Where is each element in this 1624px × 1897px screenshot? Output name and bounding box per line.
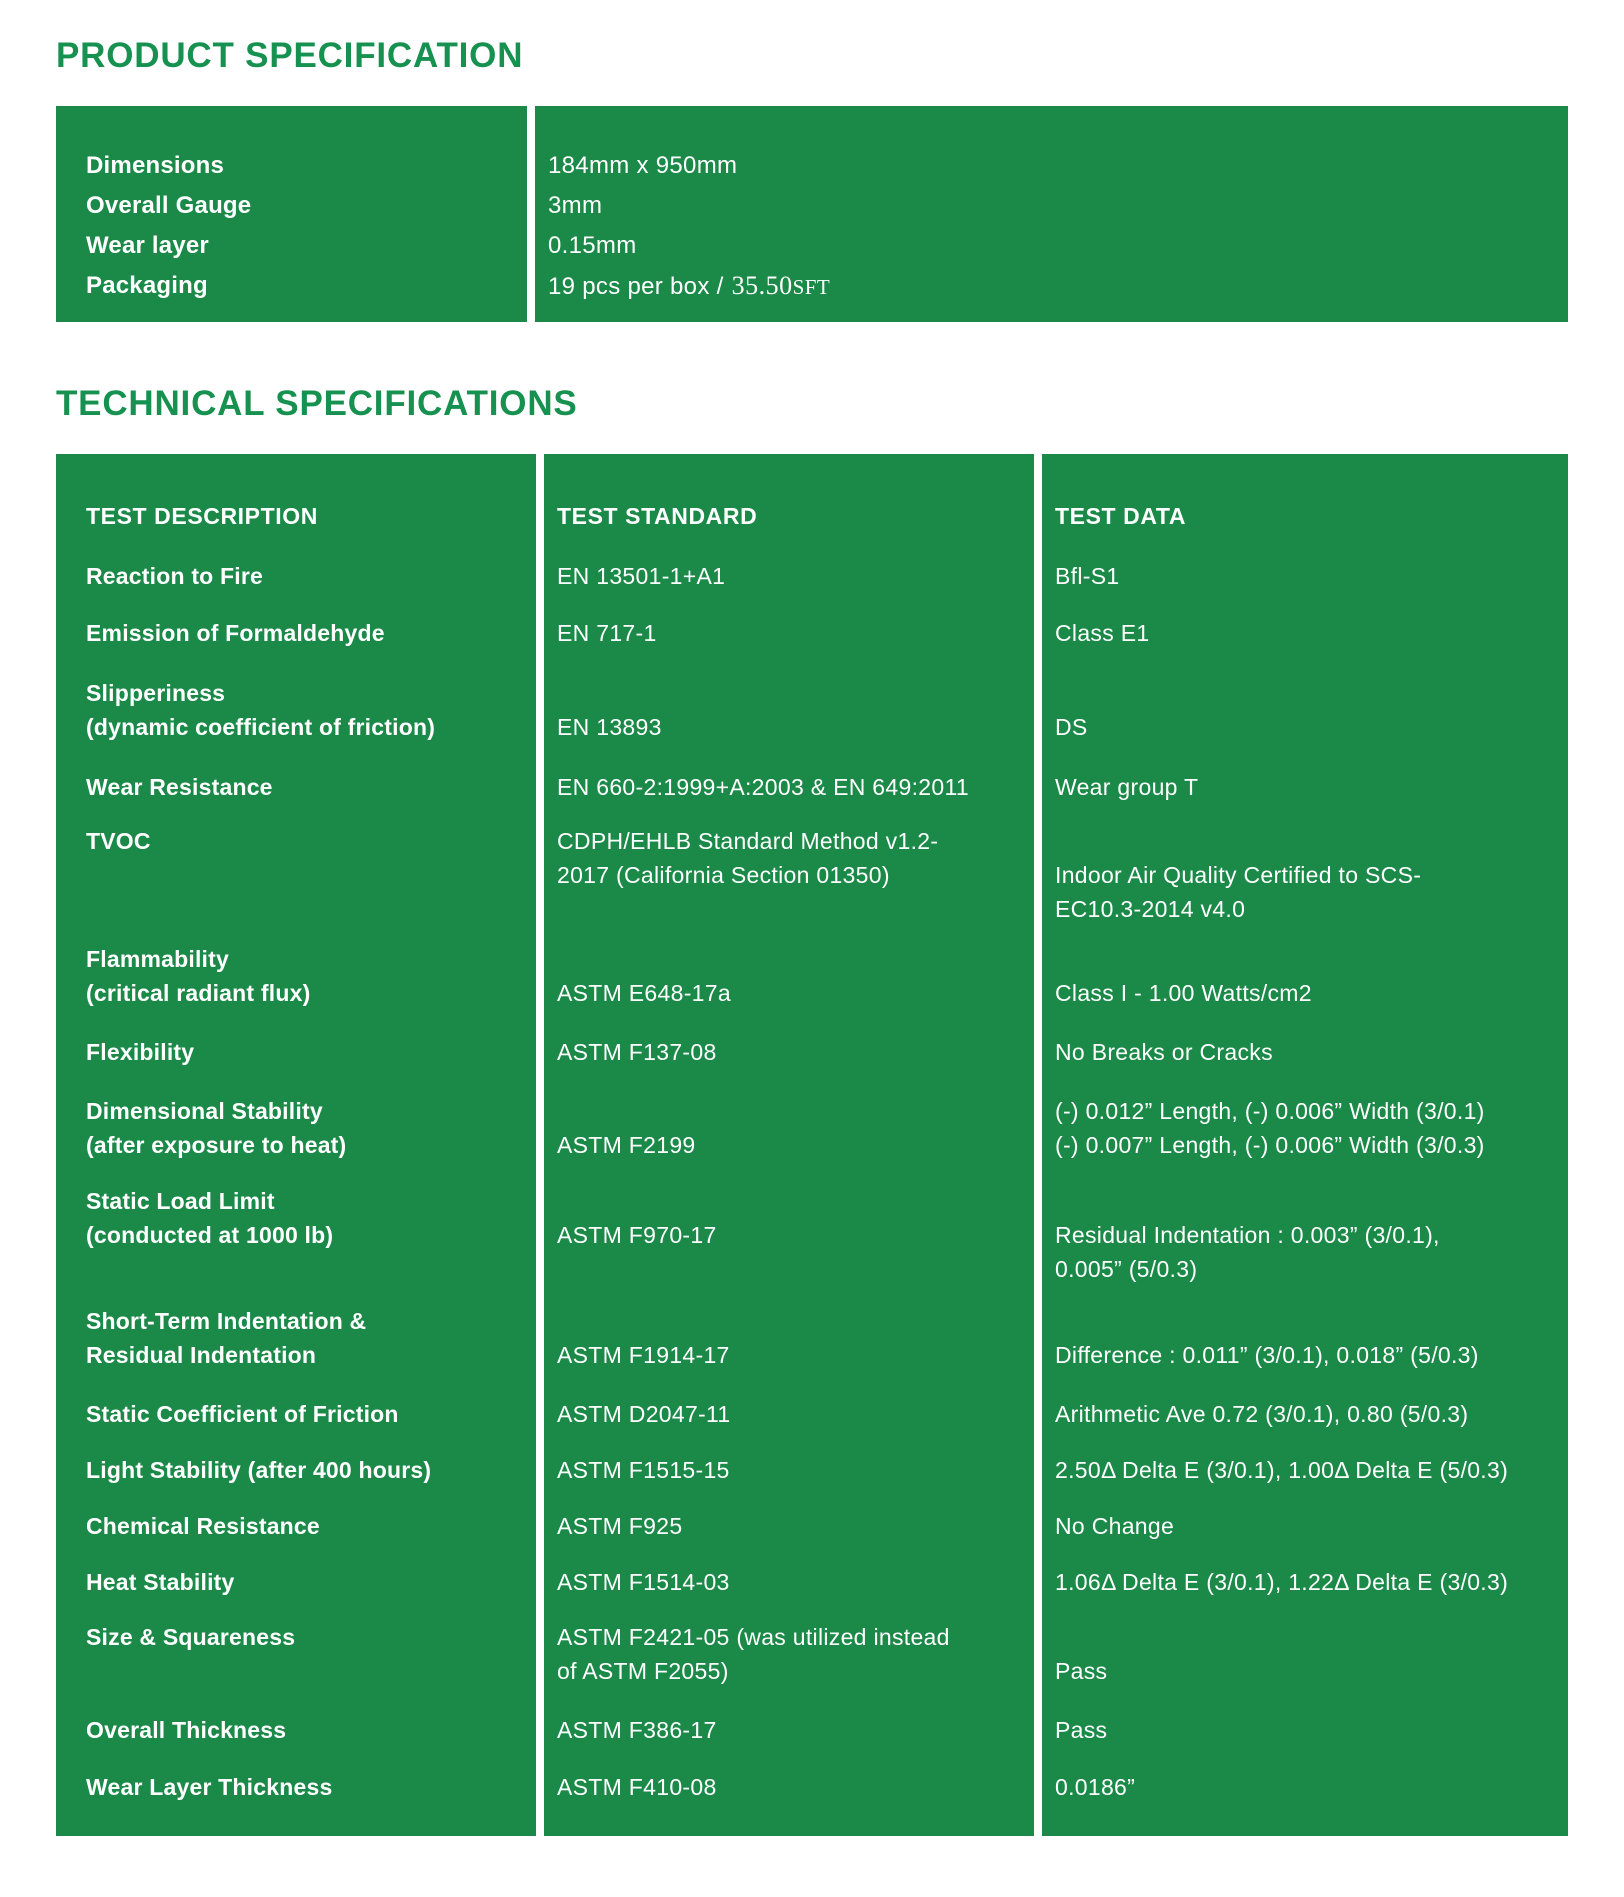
test-standard: EN 660-2:1999+A:2003 & EN 649:2011 [544, 758, 1034, 816]
test-standard: CDPH/EHLB Standard Method v1.2- 2017 (California Section 01350) [544, 816, 1034, 928]
spec-value: 184mm x 950mm [535, 146, 1568, 186]
test-description: Flammability (critical radiant flux) [56, 928, 536, 1024]
table-row [56, 1554, 1568, 1610]
test-description: Light Stability (after 400 hours) [56, 1442, 536, 1498]
table-row [56, 1024, 1568, 1080]
test-description: Slipperiness (dynamic coefficient of friction) [56, 662, 536, 758]
test-data: Residual Indentation : 0.003” (3/0.1), 0.005” (5/0.3) [1042, 1176, 1568, 1290]
test-data: 1.06Δ Delta E (3/0.1), 1.22Δ Delta E (3/0.3) [1042, 1554, 1568, 1610]
table-row [56, 758, 1568, 816]
test-data: Wear group T [1042, 758, 1568, 816]
table-row [56, 928, 1568, 1024]
test-standard: ASTM F137-08 [544, 1024, 1034, 1080]
spec-label: Overall Gauge [56, 186, 527, 226]
col-header-description: TEST DESCRIPTION [56, 484, 536, 548]
spec-label: Wear layer [56, 226, 527, 266]
test-description: TVOC [56, 816, 536, 928]
test-standard: ASTM F970-17 [544, 1176, 1034, 1290]
test-data: 2.50Δ Delta E (3/0.1), 1.00Δ Delta E (5/0.3) [1042, 1442, 1568, 1498]
spec-value: 0.15mm [535, 226, 1568, 266]
table-spacer-row [56, 306, 1568, 322]
test-data: Class I - 1.00 Watts/cm2 [1042, 928, 1568, 1024]
test-data: Pass [1042, 1702, 1568, 1758]
test-description: Emission of Formaldehyde [56, 604, 536, 662]
spec-label: Dimensions [56, 146, 527, 186]
test-standard: ASTM F2199 [544, 1080, 1034, 1176]
test-description: Overall Thickness [56, 1702, 536, 1758]
table-row [56, 186, 1568, 226]
test-description: Reaction to Fire [56, 548, 536, 604]
spec-label: Packaging [56, 266, 527, 306]
test-standard: ASTM F2421-05 (was utilized instead of ASTM F2055) [544, 1610, 1034, 1702]
table-row [56, 1386, 1568, 1442]
test-standard: EN 13501-1+A1 [544, 548, 1034, 604]
table-row [56, 1080, 1568, 1176]
test-data: Class E1 [1042, 604, 1568, 662]
test-data: (-) 0.012” Length, (-) 0.006” Width (3/0.1) (-) 0.007” Length, (-) 0.006” Width (3/0.3) [1042, 1080, 1568, 1176]
table-header-row [56, 484, 1568, 548]
product-spec-table [56, 106, 1568, 322]
test-data: Difference : 0.011” (3/0.1), 0.018” (5/0.3) [1042, 1290, 1568, 1386]
table-row [56, 1498, 1568, 1554]
test-data: 0.0186” [1042, 1758, 1568, 1816]
test-standard: EN 13893 [544, 662, 1034, 758]
table-row [56, 662, 1568, 758]
table-row [56, 548, 1568, 604]
technical-spec-title: TECHNICAL SPECIFICATIONS [56, 384, 578, 423]
test-data: Arithmetic Ave 0.72 (3/0.1), 0.80 (5/0.3) [1042, 1386, 1568, 1442]
test-data: No Breaks or Cracks [1042, 1024, 1568, 1080]
test-description: Flexibility [56, 1024, 536, 1080]
table-row [56, 1702, 1568, 1758]
test-standard: ASTM F410-08 [544, 1758, 1034, 1816]
test-data: Pass [1042, 1610, 1568, 1702]
table-spacer-row [56, 1816, 1568, 1836]
test-description: Heat Stability [56, 1554, 536, 1610]
test-description: Dimensional Stability (after exposure to heat) [56, 1080, 536, 1176]
col-header-standard: TEST STANDARD [544, 484, 1034, 548]
spec-value: 19 pcs per box / 35.50 SFT [535, 266, 1568, 306]
test-description: Chemical Resistance [56, 1498, 536, 1554]
test-data: Indoor Air Quality Certified to SCS- EC10.3-2014 v4.0 [1042, 816, 1568, 928]
test-description: Wear Resistance [56, 758, 536, 816]
table-row [56, 226, 1568, 266]
test-data: No Change [1042, 1498, 1568, 1554]
table-spacer-row [56, 106, 1568, 146]
test-standard: ASTM F1514-03 [544, 1554, 1034, 1610]
product-spec-title: PRODUCT SPECIFICATION [56, 36, 524, 75]
spec-value: 3mm [535, 186, 1568, 226]
technical-spec-table [56, 454, 1568, 1836]
table-row [56, 146, 1568, 186]
test-data: Bfl-S1 [1042, 548, 1568, 604]
table-row [56, 1610, 1568, 1702]
test-description: Static Coefficient of Friction [56, 1386, 536, 1442]
table-row [56, 1758, 1568, 1816]
table-row [56, 266, 1568, 306]
test-description: Static Load Limit (conducted at 1000 lb) [56, 1176, 536, 1290]
table-row [56, 1442, 1568, 1498]
test-data: DS [1042, 662, 1568, 758]
packaging-sqft-number: 35.50 [731, 270, 793, 300]
test-standard: ASTM F925 [544, 1498, 1034, 1554]
test-standard: ASTM F1515-15 [544, 1442, 1034, 1498]
col-header-data: TEST DATA [1042, 484, 1568, 548]
test-standard: ASTM D2047-11 [544, 1386, 1034, 1442]
test-description: Short-Term Indentation & Residual Indentation [56, 1290, 536, 1386]
test-description: Wear Layer Thickness [56, 1758, 536, 1816]
test-standard: ASTM F1914-17 [544, 1290, 1034, 1386]
test-standard: ASTM E648-17a [544, 928, 1034, 1024]
table-row [56, 604, 1568, 662]
table-spacer-row [56, 454, 1568, 484]
test-standard: EN 717-1 [544, 604, 1034, 662]
test-standard: ASTM F386-17 [544, 1702, 1034, 1758]
table-row [56, 816, 1568, 928]
packaging-sqft-unit: SFT [792, 274, 831, 299]
test-description: Size & Squareness [56, 1610, 536, 1702]
table-row [56, 1176, 1568, 1290]
table-row [56, 1290, 1568, 1386]
